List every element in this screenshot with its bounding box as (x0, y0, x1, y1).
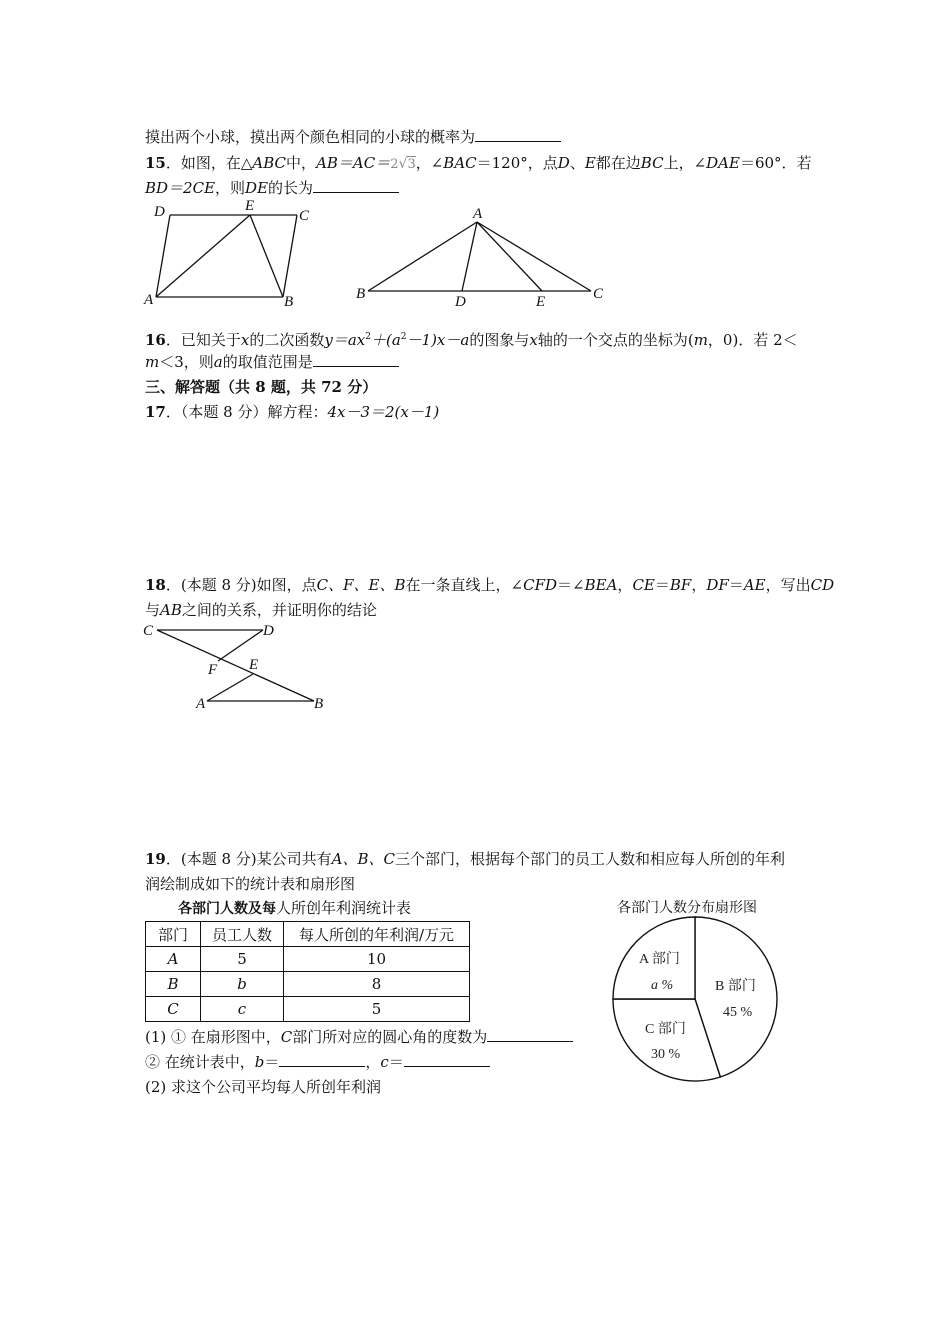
q16-answer-blank[interactable] (313, 352, 399, 367)
label-b: B (314, 696, 324, 712)
q15-text: 都在边 (595, 154, 641, 172)
q15-root: 2√3 (390, 156, 416, 172)
table-header-row (146, 922, 470, 947)
q17-text: ．（本题 8 分）解方程： (165, 403, 328, 421)
seg-ad2 (462, 222, 477, 291)
header-count: 员工人数 (201, 922, 284, 947)
cell-count: b (201, 972, 284, 997)
q18-ce: CE (632, 576, 655, 594)
q18-eq: ＝ (654, 576, 670, 594)
label-e: E (245, 198, 255, 214)
q18-ae: AE (743, 576, 766, 594)
pie-value-b: 45 % (723, 1005, 753, 1020)
q15-root-arg: 3 (407, 157, 416, 172)
q15-text: ＝120°，点 (476, 154, 558, 172)
q19-sub1 (145, 1027, 573, 1047)
q15-de: DE (245, 179, 269, 197)
q19-angle-blank[interactable] (487, 1027, 573, 1042)
q18-text: 之间的关系，并证明你的结论 (181, 601, 377, 619)
q17-line (145, 402, 439, 422)
q15-text: 的长为 (268, 179, 314, 197)
q16-text: 的图象与 (469, 331, 530, 349)
table-title-rest: 人所创年利润统计表 (276, 899, 412, 917)
q19-text: ．(本题 8 分)某公司共有 (165, 850, 332, 868)
q16-func: －1)x－a (406, 331, 470, 349)
q19-sub3: (2) 求这个公司平均每人所创年利润 (145, 1078, 382, 1096)
q15-sep: 、 (569, 154, 585, 172)
label-e: E (249, 657, 259, 673)
q18-cfd: CFD (523, 576, 558, 594)
q15-dae: DAE (706, 154, 740, 172)
pie-label-b: B 部门 (715, 979, 756, 994)
q15-e: E (584, 154, 596, 172)
q16-m: m (693, 331, 708, 349)
seg-ac2 (477, 222, 591, 291)
q19-depts: A、B、C (331, 850, 396, 868)
seg-eb (250, 215, 283, 297)
cell-count: c (201, 997, 284, 1022)
q16-sup: 2 (400, 332, 407, 342)
q15-root-coef: 2 (390, 157, 399, 172)
q18-line2 (145, 600, 377, 620)
q15-ab-ac: AB＝AC＝ (316, 154, 391, 172)
q15-fig2-labels (356, 206, 604, 310)
pie-chart (605, 913, 785, 1093)
q19-number: 19 (145, 850, 166, 868)
q19-text: 三个部门，根据每个部门的员工人数和相应每人所创的年利 (395, 850, 786, 868)
q15-bac: BAC (443, 154, 477, 172)
q19-c-blank[interactable] (404, 1052, 490, 1067)
q19-b-blank[interactable] (279, 1052, 365, 1067)
seg-ea (207, 674, 253, 701)
q19-comma: ， (365, 1053, 381, 1071)
seg-cb (157, 630, 314, 701)
q16-a: a (213, 353, 223, 371)
q19-c: C (280, 1028, 293, 1046)
q18-points: C、F、E、B (316, 576, 406, 594)
q18-comma: ， (617, 576, 633, 594)
table-row (146, 972, 470, 997)
q16-sup: 2 (365, 332, 371, 342)
pie-slices (613, 917, 777, 1081)
stats-table (145, 921, 470, 1022)
q19-table-title (178, 898, 411, 919)
q18-number: 18 (145, 576, 166, 594)
label-c: C (299, 208, 310, 224)
q16-number: 16 (145, 331, 166, 349)
q14-text: 摸出两个小球，摸出两个颜色相同的小球的概率为 (145, 128, 476, 146)
q19-b: b (254, 1053, 265, 1071)
q18-eq: ＝∠ (557, 576, 585, 594)
q15-text: ，∠ (415, 154, 444, 172)
q18-ab: AB (160, 601, 182, 619)
q18-text: 与 (145, 601, 161, 619)
q18-text: ．(本题 8 分)如图，点 (165, 576, 317, 594)
q16-x: x (240, 331, 250, 349)
q19-line2: 润绘制成如下的统计表和扇形图 (145, 875, 356, 893)
q15-parallelogram (156, 215, 297, 297)
label-f: F (208, 662, 218, 678)
cell-profit: 8 (284, 972, 470, 997)
pie-title: 各部门人数分布扇形图 (617, 900, 757, 916)
q15-text: 中， (286, 154, 317, 172)
cell-count: 5 (201, 947, 284, 972)
q18-line1 (145, 575, 834, 595)
q17-number: 17 (145, 403, 166, 421)
q16-func: y＝ax (324, 331, 366, 349)
q19-eq: ＝ (264, 1053, 280, 1071)
label-b: B (284, 294, 294, 310)
label-c: C (143, 623, 154, 639)
q15-figures (140, 198, 620, 310)
cell-dept: C (146, 997, 201, 1022)
q15-answer-blank[interactable] (313, 178, 399, 193)
cell-profit: 10 (284, 947, 470, 972)
q19-sub2 (145, 1052, 490, 1072)
q18-comma: ， (691, 576, 707, 594)
q16-x: x (529, 331, 538, 349)
table-title-bold: 各部门人数及每 (178, 901, 276, 917)
seg-cb (283, 215, 297, 297)
q18-segments (157, 630, 314, 701)
q15-bc: BC (640, 154, 664, 172)
q18-df: DF (706, 576, 729, 594)
q19-line1 (145, 849, 785, 869)
q19-text: (1) ① 在扇形图中， (145, 1028, 281, 1046)
q18-bea: BEA (584, 576, 618, 594)
q17-equation: 4x－3＝2(x－1) (327, 403, 440, 421)
q15-line2 (145, 178, 399, 198)
q16-text: ，0)．若 2＜ (707, 331, 798, 349)
pie-label-c: C 部门 (645, 1022, 686, 1037)
q15-bd-ce: BD＝2CE (145, 179, 216, 197)
cell-profit: 5 (284, 997, 470, 1022)
q18-eq: ＝ (728, 576, 744, 594)
label-e2: E (536, 294, 546, 310)
q18-figure (140, 618, 340, 716)
label-a: A (144, 292, 154, 308)
table-row (146, 997, 470, 1022)
pie-value-a: a % (651, 978, 674, 993)
q15-text: ．如图，在△ (165, 154, 253, 172)
section-heading: 三、解答题（共 8 题，共 72 分） (145, 378, 378, 396)
label-d: D (154, 204, 165, 220)
q18-cd: CD (810, 576, 835, 594)
q16-m: m (145, 353, 160, 371)
q16-text: 的取值范围是 (222, 353, 313, 371)
label-a2: A (473, 206, 483, 222)
q19-text: 部门所对应的圆心角的度数为 (292, 1028, 488, 1046)
q19-c: c (380, 1053, 389, 1071)
q16-line1 (145, 327, 798, 350)
cell-dept: B (146, 972, 201, 997)
label-b2: B (356, 286, 366, 302)
q15-d: D (557, 154, 570, 172)
q18-text: 在一条直线上，∠ (405, 576, 524, 594)
q19-eq: ＝ (388, 1053, 404, 1071)
header-dept: 部门 (146, 922, 201, 947)
seg-ae (156, 215, 250, 297)
q16-text: ＜3，则 (159, 353, 214, 371)
pie-value-c: 30 % (651, 1047, 681, 1062)
q15-number: 15 (145, 154, 166, 172)
q16-text: 的二次函数 (249, 331, 325, 349)
q15-text: ＝60°．若 (739, 154, 812, 172)
header-profit: 每人所创的年利润/万元 (284, 922, 470, 947)
q14-tail (145, 127, 561, 147)
seg-da (156, 215, 170, 297)
seg-ae2 (477, 222, 542, 291)
q16-line2 (145, 352, 399, 372)
q15-abc: ABC (252, 154, 287, 172)
q16-func: ＋(a (371, 331, 401, 349)
label-d: D (263, 623, 274, 639)
q15-line1 (145, 153, 812, 175)
q18-bf: BF (669, 576, 692, 594)
table-row (146, 947, 470, 972)
cell-dept: A (146, 947, 201, 972)
label-a: A (196, 696, 206, 712)
label-d2: D (455, 294, 466, 310)
q15-triangle (368, 222, 591, 291)
q16-text: ．已知关于 (165, 331, 241, 349)
q16-text: 轴的一个交点的坐标为( (537, 331, 694, 349)
q14-answer-blank[interactable] (475, 127, 561, 142)
q15-text: 上，∠ (663, 154, 707, 172)
q18-text: ，写出 (765, 576, 811, 594)
pie-label-a: A 部门 (639, 952, 680, 967)
q19-text: ② 在统计表中， (145, 1053, 255, 1071)
seg-ab2 (368, 222, 477, 291)
label-c2: C (593, 286, 604, 302)
q15-text: ，则 (215, 179, 246, 197)
